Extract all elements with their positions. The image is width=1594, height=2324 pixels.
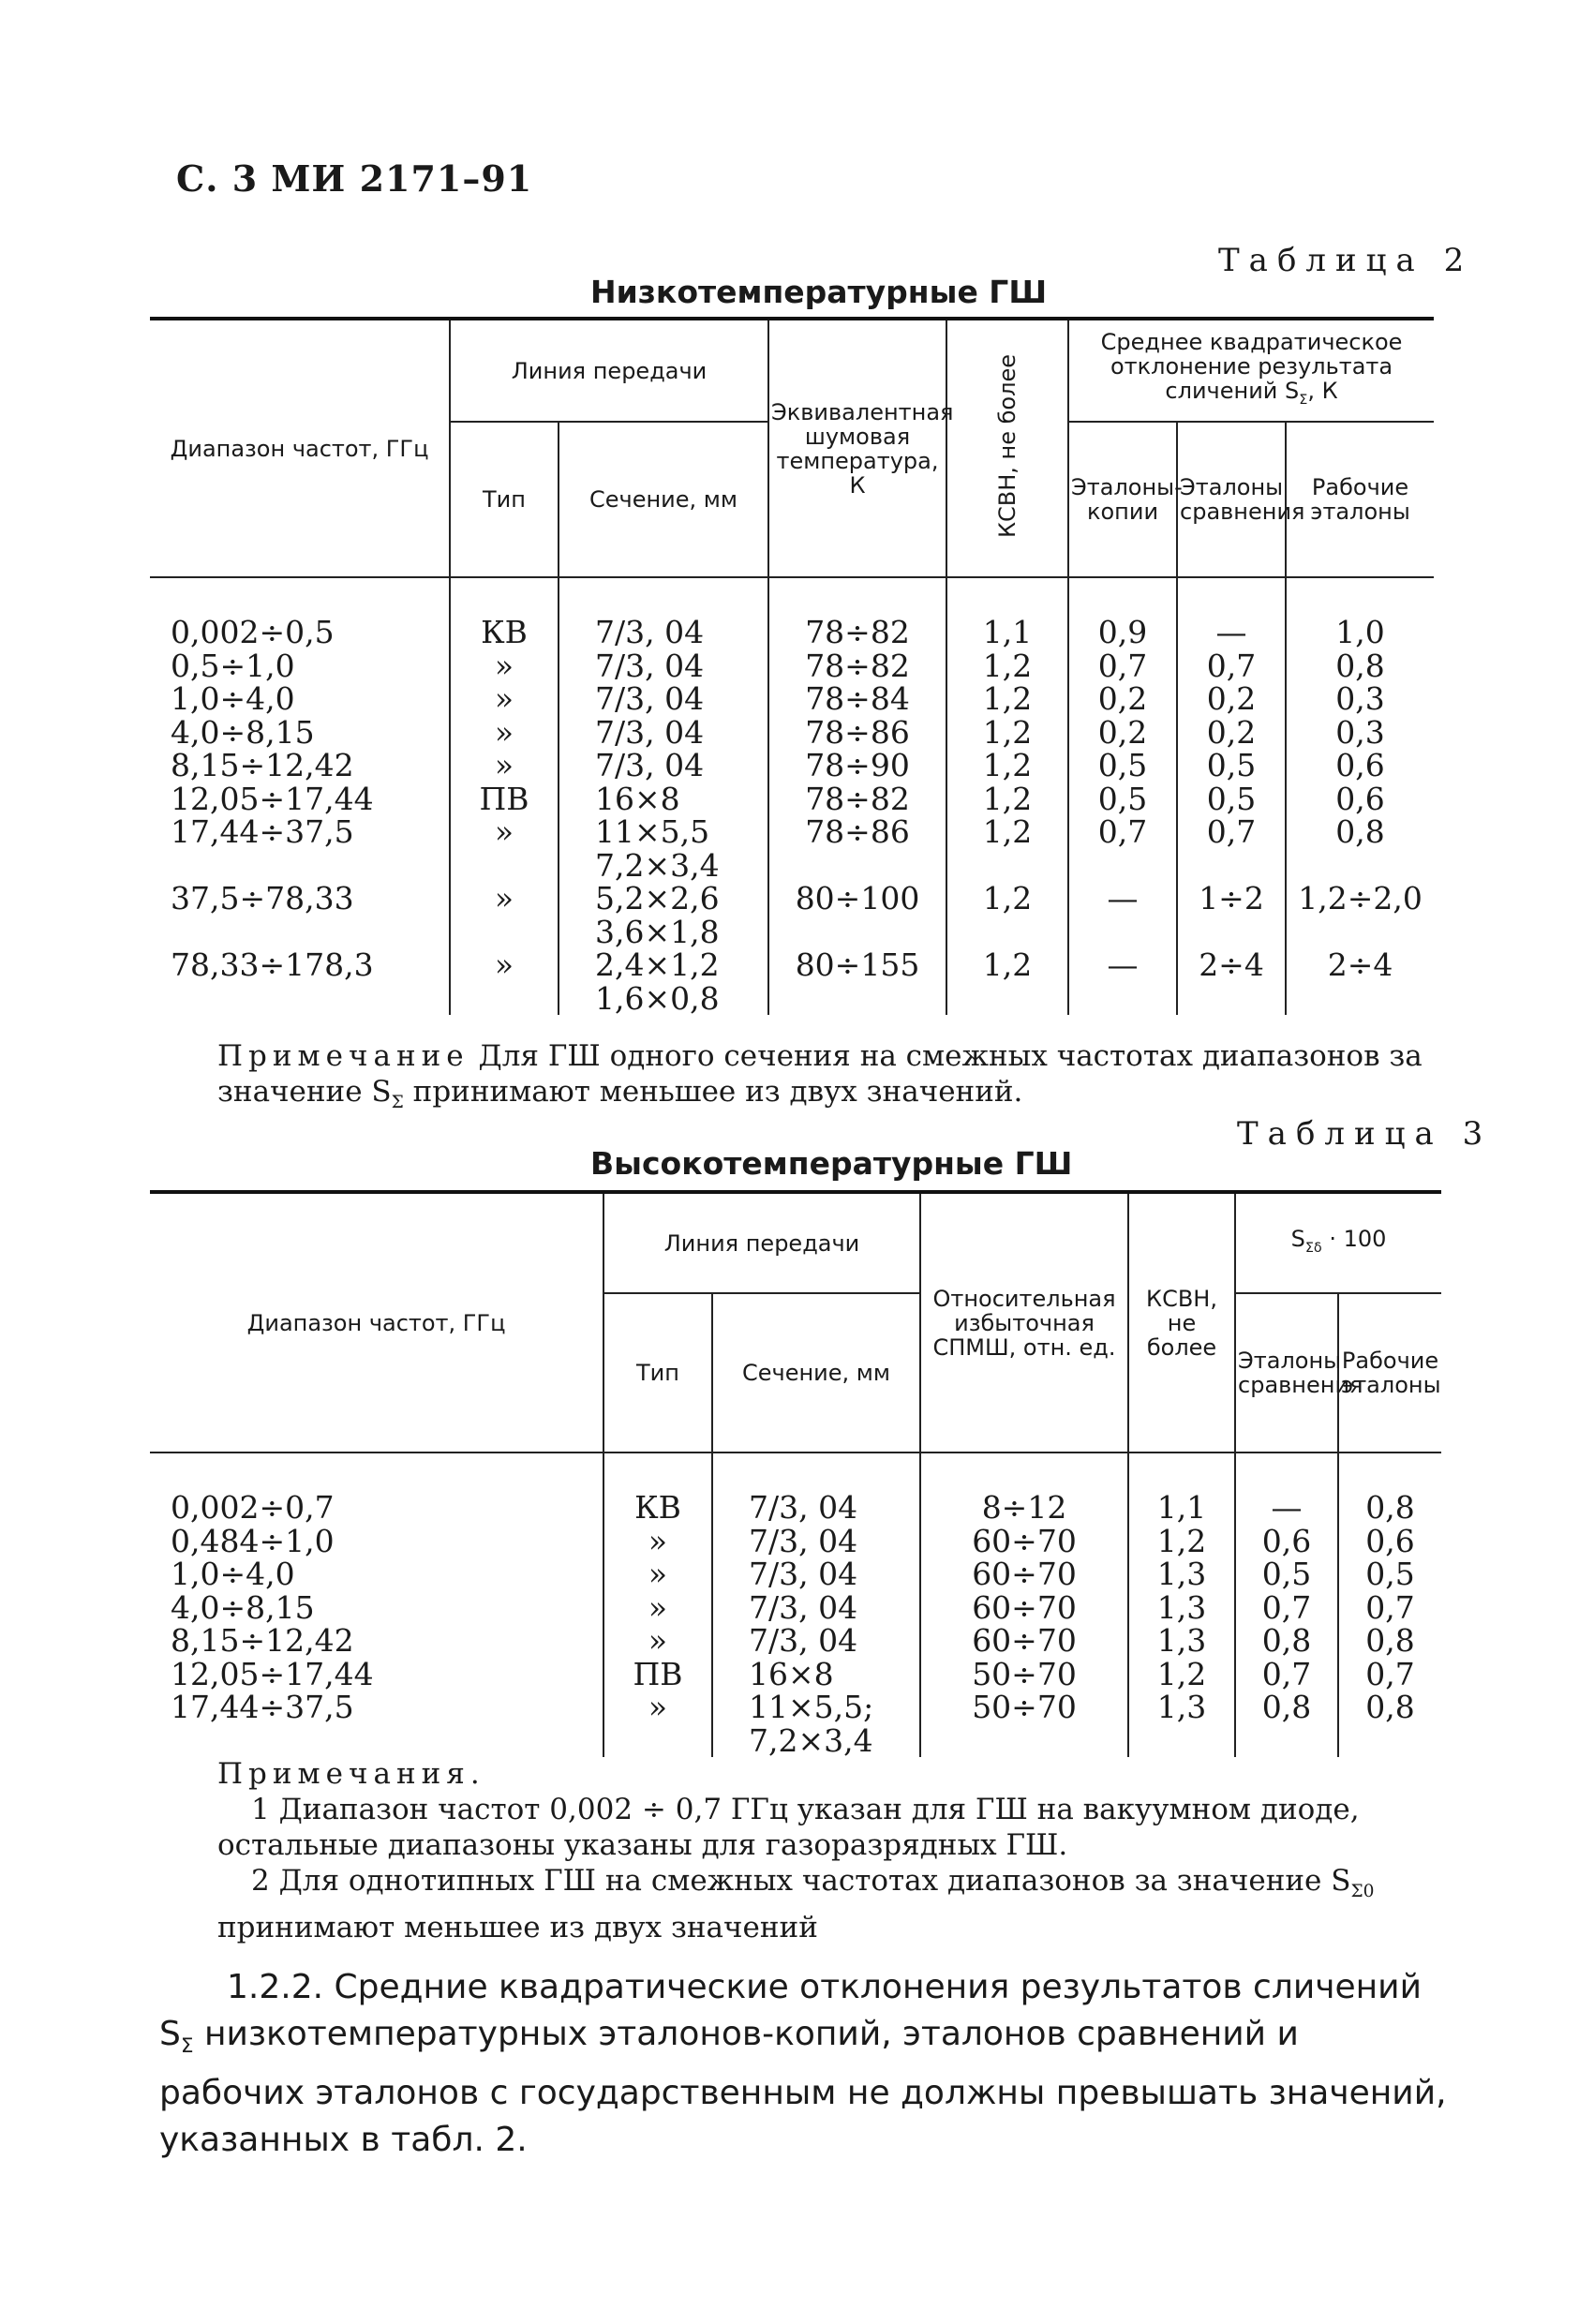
table2-cell-type: » (450, 815, 559, 882)
table2-cell-working: 0,3 (1286, 716, 1434, 750)
table2-cell-type: » (450, 649, 559, 683)
table2-cell-section: 16×8 (559, 782, 768, 816)
table3-title: Высокотемпературные ГШ (590, 1145, 1073, 1182)
table3-body (150, 1452, 1441, 1757)
table3-notes-label: Примечания. (217, 1757, 485, 1791)
table3-cell-comparison: 0,8 (1235, 1624, 1338, 1658)
table2-row (150, 948, 1434, 1015)
table2-header-freq: Диапазон частот, ГГц (150, 319, 450, 577)
table3-header-spmsh: Относительная избыточная СПМШ, отн. ед. (920, 1192, 1128, 1452)
table2-cell-type: » (450, 716, 559, 750)
table2-cell-ksvn: 1,2 (946, 882, 1068, 948)
table2-cell-temp: 78÷86 (768, 815, 946, 882)
table2-cell-ksvn: 1,1 (946, 616, 1068, 649)
table3-cell-section: 7/3, 04 (712, 1557, 920, 1591)
table2-cell-freq: 1,0÷4,0 (171, 680, 295, 717)
table2-cell-temp: 78÷82 (768, 782, 946, 816)
table2-header-temp: Эквивалентная шумовая температура, К (768, 319, 946, 577)
table2-cell-copies: — (1068, 948, 1177, 1015)
table2-row (150, 649, 1434, 683)
table3-cell-spmsh: 60÷70 (920, 1525, 1128, 1558)
table3-cell-type: » (603, 1525, 712, 1558)
table3-cell-comparison: 0,7 (1235, 1658, 1338, 1691)
table3-cell-ksvn: 1,2 (1128, 1658, 1235, 1691)
table3-cell-freq: 4,0÷8,15 (171, 1588, 315, 1626)
table2-cell-temp: 78÷86 (768, 716, 946, 750)
table2-cell-temp: 80÷100 (768, 882, 946, 948)
table3-cell-spmsh: 60÷70 (920, 1557, 1128, 1591)
table3-header-line: Линия передачи (603, 1192, 920, 1293)
table3-row (150, 1491, 1441, 1525)
table2-cell-type: КВ (450, 616, 559, 649)
table2-cell-type: » (450, 882, 559, 948)
table3-cell-comparison: 0,8 (1235, 1691, 1338, 1757)
table2-cell-ksvn: 1,2 (946, 948, 1068, 1015)
table3-label: Таблица 3 (1237, 1115, 1493, 1153)
table3 (150, 1190, 1441, 1757)
table3-cell-section: 7/3, 04 (712, 1491, 920, 1525)
table2-cell-type: » (450, 948, 559, 1015)
table2-cell-section: 7/3, 04 (559, 649, 768, 683)
table3-cell-section: 7/3, 04 (712, 1525, 920, 1558)
table2-cell-ksvn: 1,2 (946, 716, 1068, 750)
table3-header-freq: Диапазон частот, ГГц (150, 1192, 603, 1452)
table2-cell-temp: 78÷84 (768, 682, 946, 716)
table2-cell-temp: 80÷155 (768, 948, 946, 1015)
table2-cell-comparison: 0,5 (1177, 749, 1286, 782)
table2-cell-copies: 0,9 (1068, 616, 1177, 649)
table2-title: Низкотемпературные ГШ (590, 274, 1048, 310)
page-header: С. 3 МИ 2171–91 (176, 157, 533, 200)
table3-note-1: 1 Диапазон частот 0,002 ÷ 0,7 ГГц указан для ГШ на вакуумном диоде, остальные диапазоны указаны для газоразрядных ГШ. (217, 1793, 1360, 1862)
table3-cell-freq: 12,05÷17,44 (171, 1655, 374, 1692)
table3-cell-type: » (603, 1557, 712, 1591)
table3-cell-freq: 8,15÷12,42 (171, 1622, 354, 1659)
table2-cell-ksvn: 1,2 (946, 749, 1068, 782)
table2-cell-comparison: 0,7 (1177, 649, 1286, 683)
table2-header-working: Рабочие эталоны (1286, 422, 1434, 577)
table2-header-std: Среднее квадратическое отклонение результата сличений $S_\Sigma$, К (1068, 319, 1434, 422)
table3-cell-spmsh: 8÷12 (920, 1491, 1128, 1525)
table2-cell-type: » (450, 682, 559, 716)
table2-cell-freq: 37,5÷78,33 (171, 880, 354, 916)
table2-row (150, 815, 1434, 882)
table2-cell-temp: 78÷82 (768, 616, 946, 649)
table3-cell-type: » (603, 1624, 712, 1658)
table2 (150, 317, 1434, 1015)
table3-cell-freq: 0,002÷0,7 (171, 1489, 335, 1526)
table2-cell-comparison: 2÷4 (1177, 948, 1286, 1015)
table3-cell-freq: 0,484÷1,0 (171, 1522, 335, 1559)
table3-cell-spmsh: 60÷70 (920, 1624, 1128, 1658)
table2-cell-working: 0,8 (1286, 649, 1434, 683)
table3-cell-spmsh: 50÷70 (920, 1691, 1128, 1757)
table3-row (150, 1691, 1441, 1757)
table3-note-2: 2 Для однотипных ГШ на смежных частотах диапазонов за значение $S_{\Sigma 0}$ принимают меньшее из двух значений (217, 1864, 1375, 1945)
table2-row (150, 682, 1434, 716)
table2-cell-section: 7/3, 04 (559, 616, 768, 649)
table3-header-comparison: Эталоны сравнения (1235, 1293, 1338, 1452)
table2-header-ksvn: КСВН, не более (946, 319, 1068, 577)
table2-cell-comparison: — (1177, 616, 1286, 649)
table3-cell-spmsh: 50÷70 (920, 1658, 1128, 1691)
table3-cell-working: 0,8 (1338, 1491, 1441, 1525)
table2-cell-freq: 78,33÷178,3 (171, 946, 374, 983)
table2-cell-comparison: 0,5 (1177, 782, 1286, 816)
table2-cell-working: 0,3 (1286, 682, 1434, 716)
table2-header-copies: Эталоны-копии (1068, 422, 1177, 577)
table2-row (150, 716, 1434, 750)
table2-cell-working: 2÷4 (1286, 948, 1434, 1015)
table3-cell-freq: 17,44÷37,5 (171, 1689, 354, 1725)
table2-header-type: Тип (450, 422, 559, 577)
table3-header-type: Тип (603, 1293, 712, 1452)
table3-header-std: $S_{\Sigma\delta} \cdot 100$ (1235, 1192, 1441, 1293)
table2-cell-working: 1,2÷2,0 (1286, 882, 1434, 948)
table2-cell-freq: 17,44÷37,5 (171, 813, 354, 850)
table3-header-working: Рабочие эталоны (1338, 1293, 1441, 1452)
table3-row (150, 1557, 1441, 1591)
table2-cell-freq: 0,002÷0,5 (171, 614, 335, 650)
table2-cell-section: 11×5,5 7,2×3,4 (559, 815, 768, 882)
table3-notes (217, 1756, 1445, 1945)
table2-cell-working: 0,6 (1286, 782, 1434, 816)
table2-cell-freq: 4,0÷8,15 (171, 713, 315, 751)
table3-cell-type: » (603, 1591, 712, 1625)
table2-cell-section: 7/3, 04 (559, 682, 768, 716)
table3-header-ksvn: КСВН, не более (1128, 1192, 1235, 1452)
table2-cell-comparison: 0,2 (1177, 682, 1286, 716)
table2-cell-section: 2,4×1,2 1,6×0,8 (559, 948, 768, 1015)
table3-cell-section: 11×5,5; 7,2×3,4 (712, 1691, 920, 1757)
table3-cell-ksvn: 1,3 (1128, 1691, 1235, 1757)
table2-cell-freq: 8,15÷12,42 (171, 747, 354, 783)
table3-cell-comparison: 0,7 (1235, 1591, 1338, 1625)
table2-cell-ksvn: 1,2 (946, 649, 1068, 683)
table3-cell-working: 0,7 (1338, 1591, 1441, 1625)
table3-cell-working: 0,8 (1338, 1624, 1441, 1658)
table2-cell-type: » (450, 749, 559, 782)
table3-cell-freq: 1,0÷4,0 (171, 1556, 295, 1592)
table2-header-line: Линия передачи (450, 319, 768, 422)
table2-cell-working: 0,8 (1286, 815, 1434, 882)
table3-cell-type: КВ (603, 1491, 712, 1525)
table3-cell-type: » (603, 1691, 712, 1757)
table2-cell-comparison: 1÷2 (1177, 882, 1286, 948)
table2-cell-copies: — (1068, 882, 1177, 948)
table2-cell-ksvn: 1,2 (946, 815, 1068, 882)
table3-cell-working: 0,8 (1338, 1691, 1441, 1757)
table2-row (150, 616, 1434, 649)
table3-row (150, 1624, 1441, 1658)
table2-cell-copies: 0,2 (1068, 682, 1177, 716)
table2-header-section: Сечение, мм (559, 422, 768, 577)
table3-cell-comparison: 0,5 (1235, 1557, 1338, 1591)
table2-cell-section: 7/3, 04 (559, 716, 768, 750)
table3-cell-working: 0,5 (1338, 1557, 1441, 1591)
table3-cell-ksvn: 1,3 (1128, 1557, 1235, 1591)
table3-row (150, 1591, 1441, 1625)
table3-cell-section: 7/3, 04 (712, 1591, 920, 1625)
table3-cell-working: 0,6 (1338, 1525, 1441, 1558)
table2-cell-copies: 0,5 (1068, 782, 1177, 816)
table3-cell-type: ПВ (603, 1658, 712, 1691)
table3-cell-working: 0,7 (1338, 1658, 1441, 1691)
table2-cell-copies: 0,5 (1068, 749, 1177, 782)
table2-cell-copies: 0,7 (1068, 649, 1177, 683)
table2-body (150, 577, 1434, 1015)
table2-cell-ksvn: 1,2 (946, 682, 1068, 716)
table2-cell-freq: 0,5÷1,0 (171, 647, 295, 684)
table2-cell-working: 1,0 (1286, 616, 1434, 649)
table2-cell-temp: 78÷90 (768, 749, 946, 782)
table2-row (150, 782, 1434, 816)
paragraph-1-2-2: 1.2.2. Средние квадратические отклонения результатов сличений $S_\Sigma$ низкотемпературных эталонов-копий, эталонов сравнений и рабочих эталонов с государственным не должны превышать значений, указанных в табл. 2. (159, 1968, 1447, 2160)
table3-cell-comparison: 0,6 (1235, 1525, 1338, 1558)
table2-cell-freq: 12,05÷17,44 (171, 780, 374, 817)
table2-note: Примечание Для ГШ одного сечения на смежных частотах диапазонов за значение $S_\Sigma$ принимают меньшее из двух значений. (217, 1039, 1423, 1113)
table3-cell-spmsh: 60÷70 (920, 1591, 1128, 1625)
table2-cell-section: 7/3, 04 (559, 749, 768, 782)
table2-cell-working: 0,6 (1286, 749, 1434, 782)
table2-cell-temp: 78÷82 (768, 649, 946, 683)
table3-cell-ksvn: 1,3 (1128, 1591, 1235, 1625)
table2-row (150, 882, 1434, 948)
table2-label: Таблица 2 (1218, 242, 1474, 279)
table2-header-comparison: Эталоны сравнения (1177, 422, 1286, 577)
table2-cell-ksvn: 1,2 (946, 782, 1068, 816)
table2-row (150, 749, 1434, 782)
table2-cell-copies: 0,7 (1068, 815, 1177, 882)
table2-cell-comparison: 0,7 (1177, 815, 1286, 882)
table3-cell-ksvn: 1,3 (1128, 1624, 1235, 1658)
table2-cell-type: ПВ (450, 782, 559, 816)
table3-cell-section: 16×8 (712, 1658, 920, 1691)
table3-cell-ksvn: 1,2 (1128, 1525, 1235, 1558)
table3-header-section: Сечение, мм (712, 1293, 920, 1452)
table2-cell-copies: 0,2 (1068, 716, 1177, 750)
table2-cell-section: 5,2×2,6 3,6×1,8 (559, 882, 768, 948)
table3-cell-ksvn: 1,1 (1128, 1491, 1235, 1525)
table3-row (150, 1658, 1441, 1691)
table3-cell-comparison: — (1235, 1491, 1338, 1525)
table3-row (150, 1525, 1441, 1558)
table2-cell-comparison: 0,2 (1177, 716, 1286, 750)
table3-cell-section: 7/3, 04 (712, 1624, 920, 1658)
